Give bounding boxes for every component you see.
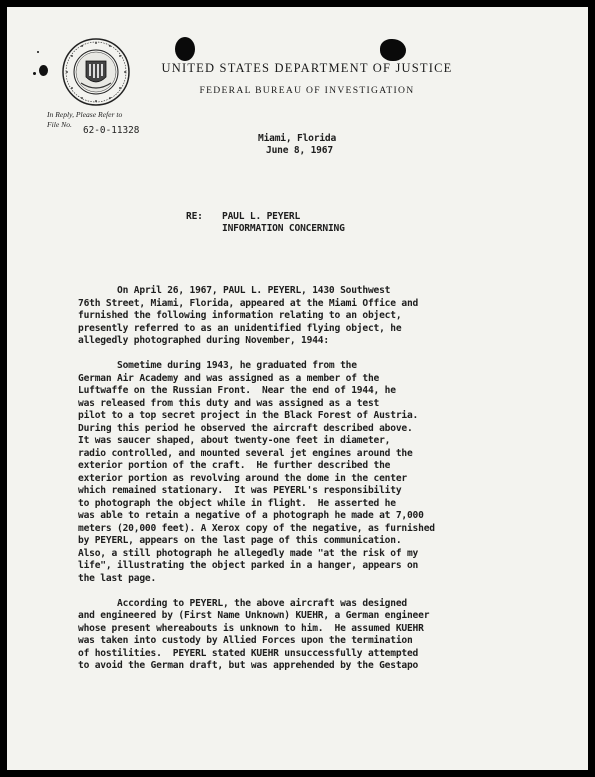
document-page (7, 7, 588, 770)
body-line: Luftwaffe on the Russian Front. Near the end of 1944, he (78, 385, 396, 396)
body-line (78, 585, 578, 598)
body-line: exterior portion as revolving around the dome in the center (78, 472, 407, 484)
body-line: According to PEYERL, the above aircraft was designed (78, 597, 407, 609)
place-date (258, 133, 336, 157)
body-line: was released from this duty and was assigned as a test (78, 397, 380, 409)
speck-mark (39, 65, 48, 76)
re-label: RE: (186, 211, 203, 222)
body-line: On April 26, 1967, PAUL L. PEYERL, 1430 Southwest (78, 285, 391, 296)
body-line: During this period he observed the aircraft described above. (78, 422, 413, 434)
department-heading: UNITED STATES DEPARTMENT OF JUSTICE (161, 61, 453, 75)
fbi-seal-icon (61, 37, 131, 107)
reply-line: In Reply, Please Refer to (47, 110, 123, 119)
body-line: pilot to a top secret project in the Black Forest of Austria. (78, 410, 419, 421)
body-line: was taken into custody by Allied Forces upon the termination (78, 635, 413, 646)
body-line: to photograph the object while in flight. He asserted he (78, 497, 396, 509)
body-line: meters (20,000 feet). A Xerox copy of the negative, as furnished (78, 522, 435, 534)
speck-mark (37, 51, 39, 53)
body-line: presently referred to as an unidentified flying object, he (78, 322, 402, 334)
body-line: allegedly photographed during November, 1944: (78, 335, 329, 346)
body-line: life", illustrating the object parked in a hanger, appears on (78, 560, 419, 571)
body-line (78, 348, 578, 361)
body-line: by PEYERL, appears on the last page of this communication. (78, 535, 402, 546)
body-line: was able to retain a negative of a photograph he made at 7,000 (78, 510, 424, 521)
body-line: exterior portion of the craft. He further described the (78, 460, 391, 471)
subject-name: PAUL L. PEYERL (222, 211, 301, 222)
body-line: It was saucer shaped, about twenty-one feet in diameter, (78, 435, 391, 446)
body-line: Sometime during 1943, he graduated from the (78, 360, 357, 371)
file-no-label: File No. (47, 119, 72, 129)
punch-hole-left (175, 37, 195, 61)
body-line: whose present whereabouts is unknown to him. He assumed KUEHR (78, 622, 424, 634)
body-line: Also, a still photograph he allegedly made "at the risk of my (78, 547, 419, 559)
body-line: and engineered by (First Name Unknown) KUEHR, a German engineer (78, 610, 430, 621)
date: June 8, 1967 (266, 145, 333, 156)
body-line: the last page. (78, 572, 157, 584)
city: Miami, Florida (258, 133, 337, 144)
body-line: to avoid the German draft, but was apprehended by the Gestapo (78, 660, 419, 671)
subject-block (222, 211, 345, 235)
body-line: which remained stationary. It was PEYERL's responsibility (78, 485, 402, 496)
body-line: 76th Street, Miami, Florida, appeared at the Miami Office and (78, 297, 419, 309)
body-line: furnished the following information relating to an object, (78, 310, 402, 321)
letter-body (78, 285, 578, 673)
punch-hole-right (380, 39, 406, 61)
body-line: radio controlled, and mounted several jet engines around the (78, 447, 413, 459)
file-number: 62-0-11328 (83, 125, 140, 136)
bureau-heading: FEDERAL BUREAU OF INVESTIGATION (199, 85, 415, 96)
subject-description: INFORMATION CONCERNING (222, 223, 345, 234)
body-line: German Air Academy and was assigned as a member of the (78, 372, 380, 384)
speck-mark (33, 72, 36, 75)
body-line: of hostilities. PEYERL stated KUEHR unsuccessfully attempted (78, 647, 419, 659)
